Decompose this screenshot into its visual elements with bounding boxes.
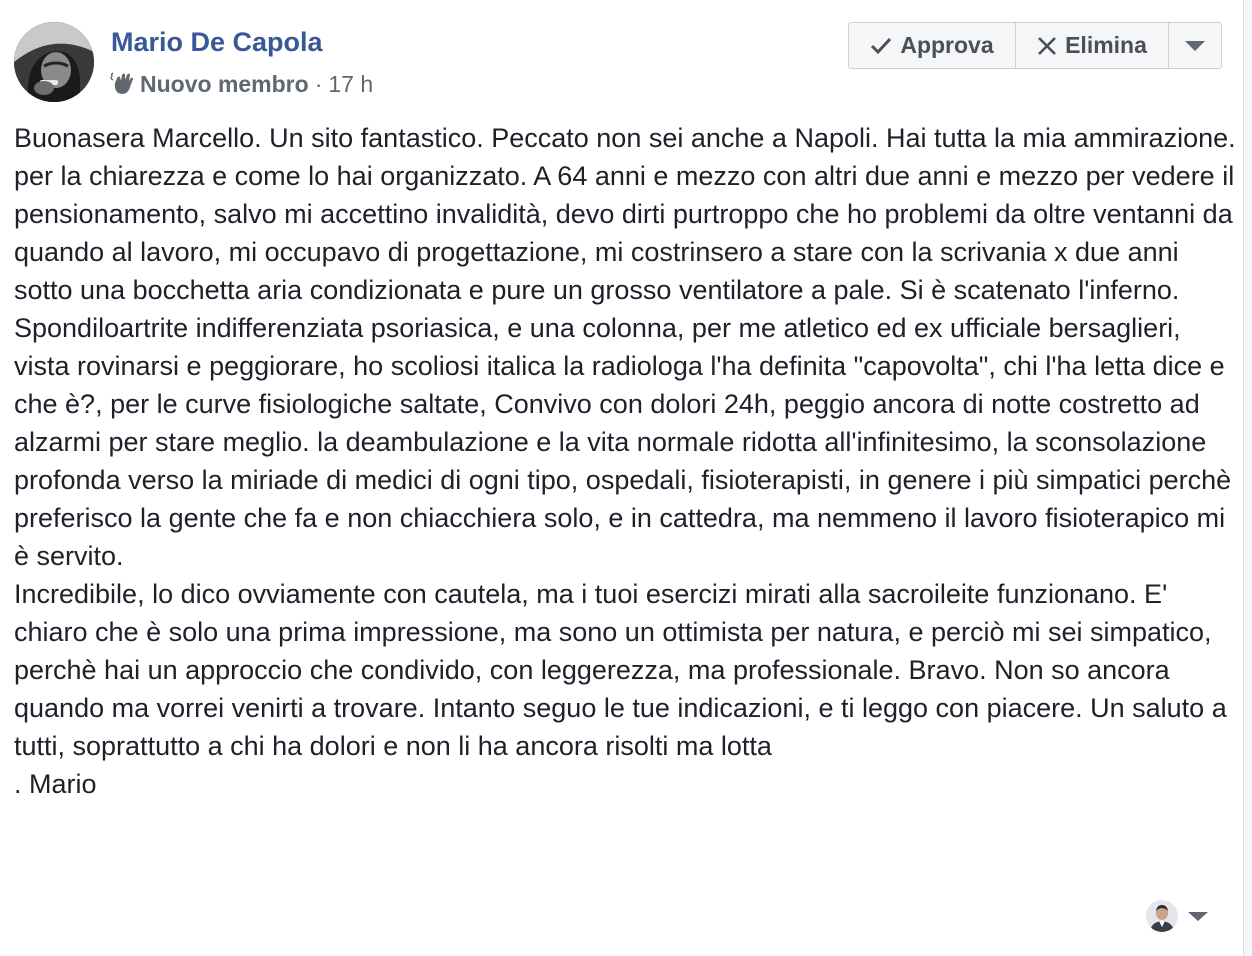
waving-hand-icon	[110, 71, 136, 97]
post-message	[14, 119, 1236, 803]
chevron-down-icon[interactable]	[1188, 912, 1208, 921]
meta-separator: ·	[314, 70, 323, 97]
chevron-down-icon	[1185, 32, 1205, 59]
delete-label: Elimina	[1065, 32, 1147, 58]
more-options-button[interactable]	[1169, 23, 1221, 68]
new-member-badge[interactable]: Nuovo membro	[140, 70, 309, 97]
post-footer-actions	[1146, 900, 1208, 932]
approve-button[interactable]	[849, 23, 1016, 68]
post-timestamp[interactable]: 17 h	[328, 70, 374, 97]
moderation-actions	[848, 22, 1222, 69]
viewer-avatar[interactable]	[1146, 900, 1178, 932]
post-paragraph: Incredibile, lo dico ovviamente con cautela, ma i tuoi esercizi mirati alla sacroileite funzionano. E' chiaro che è solo una prima impressione, ma sono un ottimista per natura, e perciò mi sei simpatico, perchè hai un approccio che condivido, con leggerezza, ma professionale. Bravo. Non so ancora quando ma vorrei venirti a trovare. Intanto seguo le tue indicazioni, e ti leggo con piacere. Un saluto a tutti, soprattutto a chi ha dolori e non li ha ancora risolti ma lotta	[14, 579, 1227, 761]
post-paragraph: Buonasera Marcello. Un sito fantastico. Peccato non sei anche a Napoli. Hai tutta la mia ammirazione. per la chiarezza e come lo hai organizzato. A 64 anni e mezzo con altri due anni e mezzo per vedere il pensionamento, salvo mi accettino invalidità, devo dirti purtroppo che ho problemi da oltre ventanni da quando al lavoro, mi occupavo di progettazione, mi costrinsero a stare con la scrivania x due anni sotto una bocchetta aria condizionata e pure un grosso ventilatore a pale. Si è scatenato l'inferno. Spondiloartrite indifferenziata psoriasica, e una colonna, per me atletico ed ex ufficiale bersaglieri, vista rovinarsi e peggiorare, ho scoliosi italica la radiologa l'ha definita "capovolta", chi l'ha letta dice e che è?, per le curve fisiologiche saltate, Convivo con dolori 24h, peggio ancora di notte costretto ad alzarmi per stare meglio. la deambulazione e la vita normale ridotta all'infinitesimo, la sconsolazione profonda verso la miriade di medici di ogni tipo, ospedali, fisioterapisti, in genere i più simpatici perchè preferisco la gente che fa e non chiacchiera solo, e in cattedra, ma nemmeno il lavoro fisioterapico mi è servito.	[14, 123, 1236, 571]
author-meta	[110, 69, 373, 99]
checkmark-icon	[870, 37, 892, 55]
post-paragraph: . Mario	[14, 769, 97, 799]
close-icon	[1037, 36, 1057, 56]
approve-label: Approva	[900, 32, 994, 58]
delete-button[interactable]	[1016, 23, 1169, 68]
author-name-link[interactable]: Mario De Capola	[111, 27, 323, 57]
scrollbar[interactable]	[1243, 0, 1252, 956]
author-avatar[interactable]	[14, 22, 94, 102]
